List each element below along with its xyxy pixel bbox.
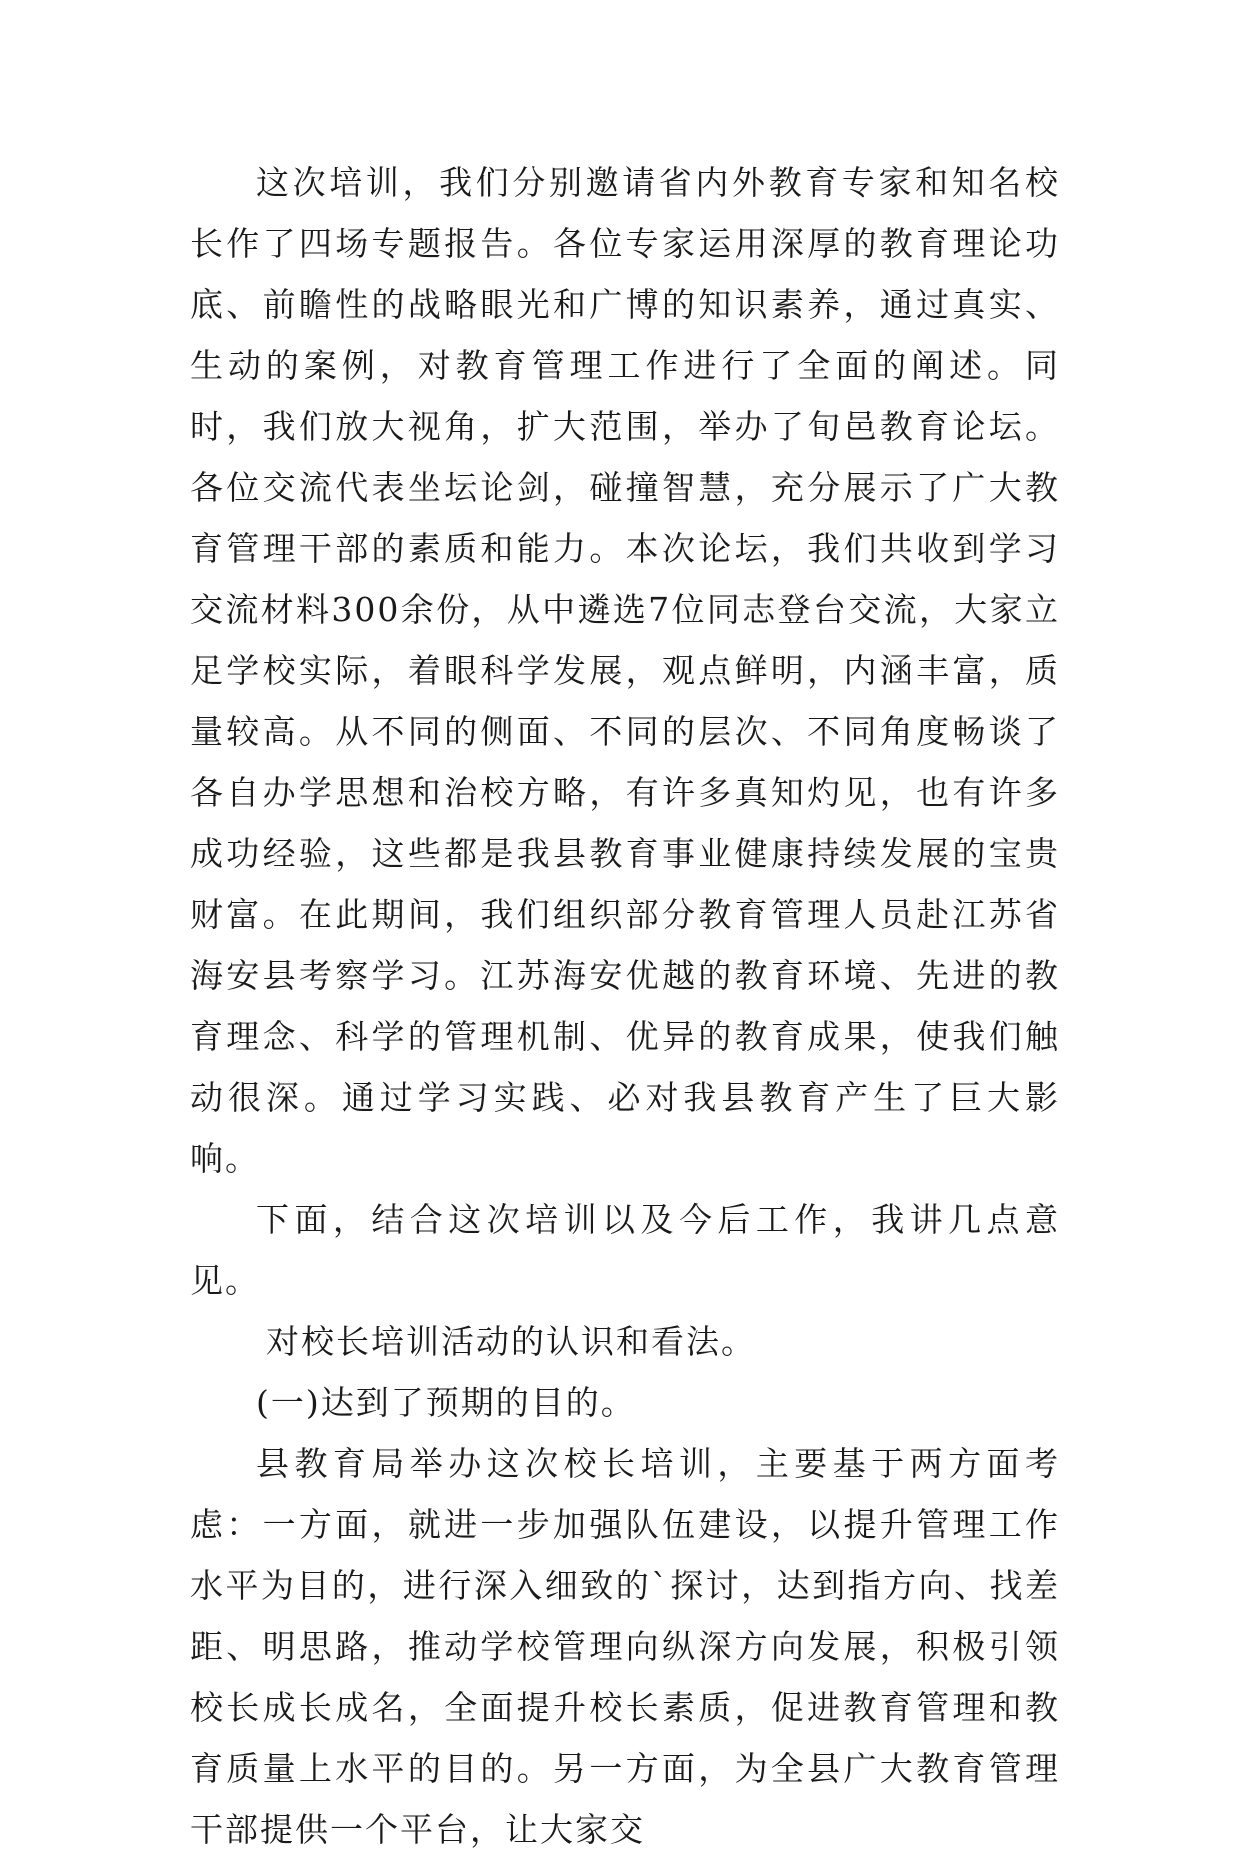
paragraph-intro-opinions: 下面，结合这次培训以及今后工作，我讲几点意见。 [190, 1200, 1060, 1300]
section-subheading: (一)达到了预期的目的。 [256, 1383, 636, 1422]
document-body [190, 152, 1060, 1860]
section-heading: 对校长培训活动的认识和看法。 [266, 1322, 756, 1361]
paragraph-training-summary: 这次培训，我们分别邀请省内外教育专家和知名校长作了四场专题报告。各位专家运用深厚的教育理论功底、前瞻性的战略眼光和广博的知识素养，通过真实、生动的案例，对教育管理工作进行了全面的阐述。同时，我们放大视角，扩大范围，举办了旬邑教育论坛。各位交流代表坐坛论剑，碰撞智慧，充分展示了广大教育管理干部的素质和能力。本次论坛，我们共收到学习交流材料300余份，从中遴选7位同志登台交流，大家立足学校实际，着眼科学发展，观点鲜明，内涵丰富，质量较高。从不同的侧面、不同的层次、不同角度畅谈了各自办学思想和治校方略，有许多真知灼见，也有许多成功经验，这些都是我县教育事业健康持续发展的宝贵财富。在此期间，我们组织部分教育管理人员赴江苏省海安县考察学习。江苏海安优越的教育环境、先进的教育理念、科学的管理机制、优异的教育成果，使我们触动很深。通过学习实践、必对我县教育产生了巨大影响。 [190, 163, 1060, 1178]
paragraph-training-purpose: 县教育局举办这次校长培训，主要基于两方面考虑：一方面，就进一步加强队伍建设，以提升管理工作水平为目的，进行深入细致的`探讨，达到指方向、找差距、明思路，推动学校管理向纵深方向发展，积极引领校长成长成名，全面提升校长素质，促进教育管理和教育质量上水平的目的。另一方面，为全县广大教育管理干部提供一个平台，让大家交 [190, 1444, 1060, 1849]
